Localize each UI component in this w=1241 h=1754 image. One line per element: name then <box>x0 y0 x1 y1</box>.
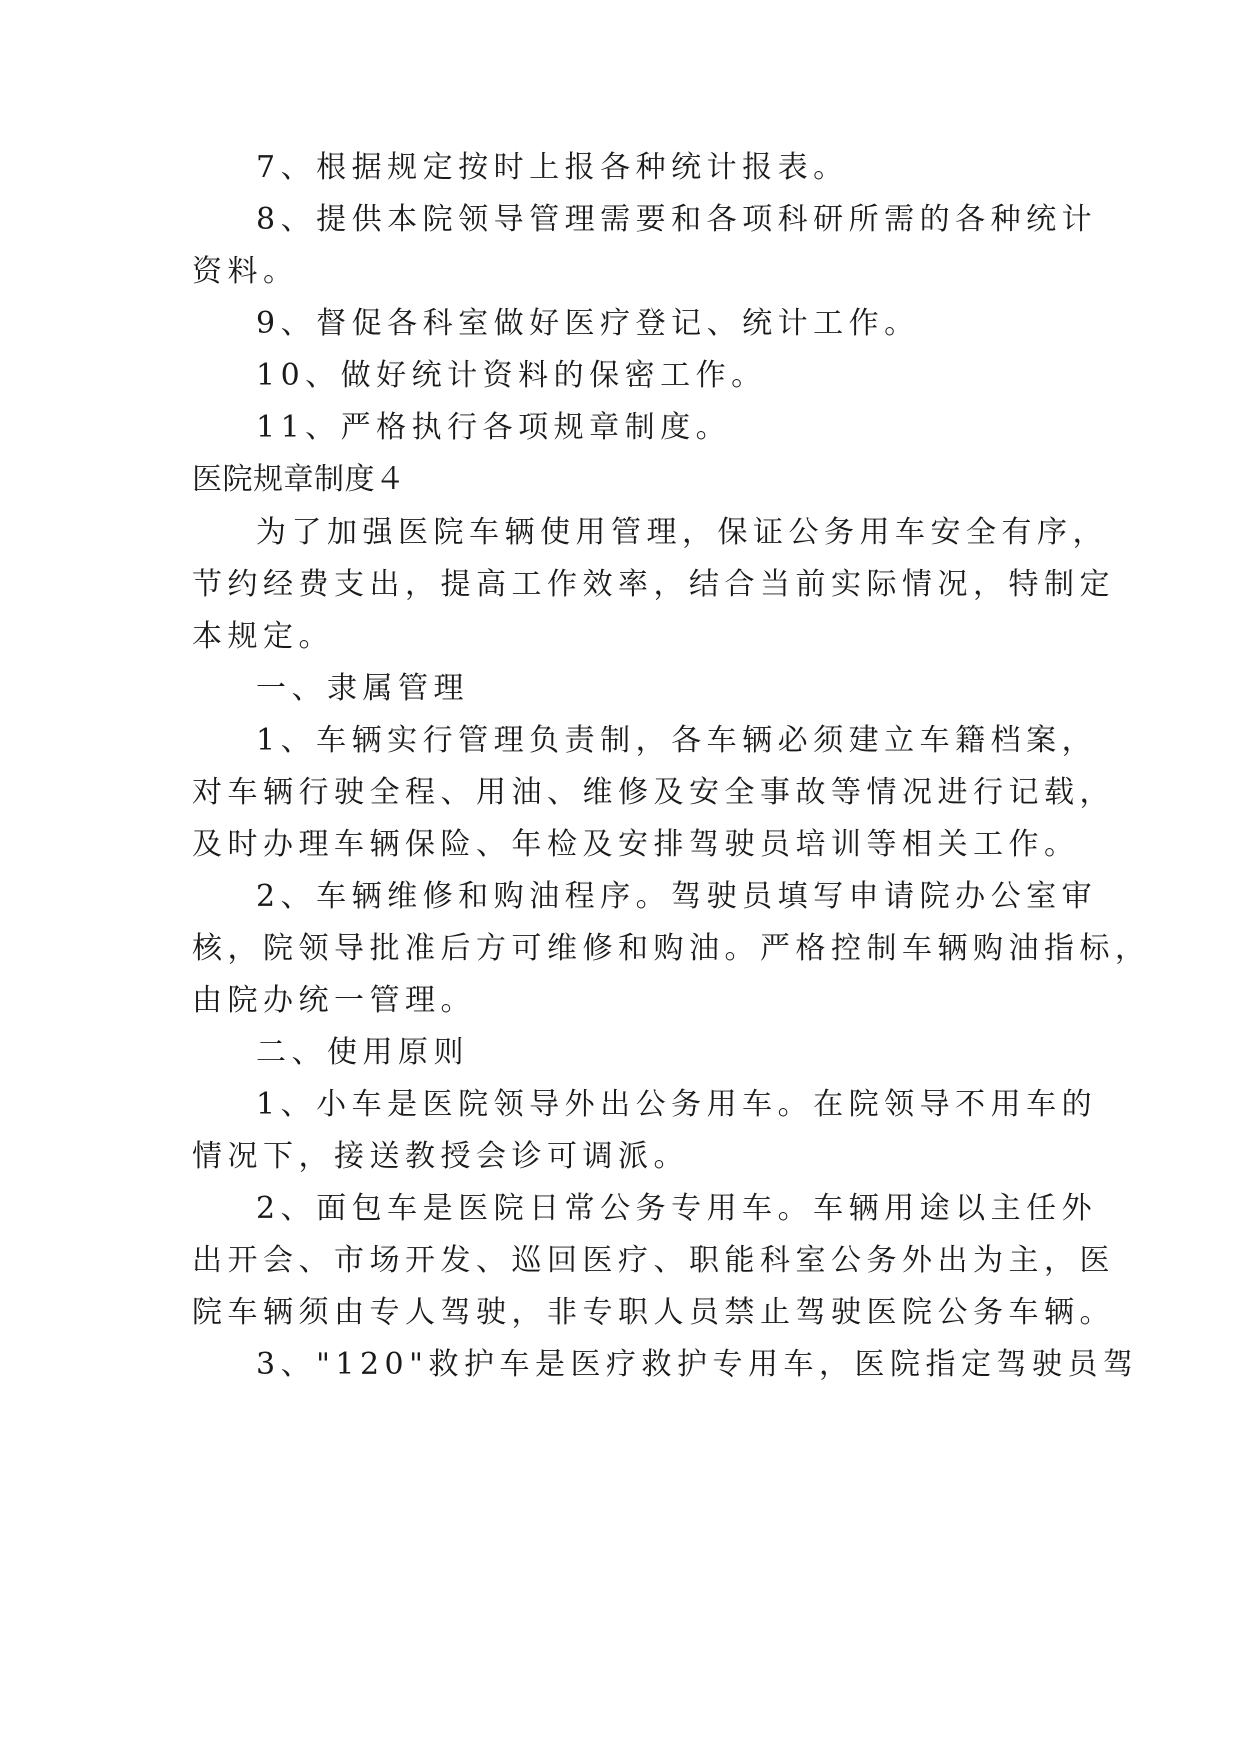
affiliation-item-2-line-2: 核，院领导批准后方可维修和购油。严格控制车辆购油指标， <box>192 931 1151 966</box>
affiliation-item-2-line-3: 由院办统一管理。 <box>192 983 476 1018</box>
section-heading: 医院规章制度４ <box>192 462 406 497</box>
intro-paragraph-line-3: 本规定。 <box>192 619 334 654</box>
paragraph-item-11: 11、严格执行各项规章制度。 <box>256 410 732 445</box>
subheading-affiliation-management: 一、隶属管理 <box>256 671 469 706</box>
affiliation-item-1-line-3: 及时办理车辆保险、年检及安排驾驶员培训等相关工作。 <box>192 827 1080 862</box>
usage-item-2-line-1: 2、面包车是医院日常公务专用车。车辆用途以主任外 <box>256 1191 1098 1226</box>
usage-item-2-line-2: 出开会、市场开发、巡回医疗、职能科室公务外出为主，医 <box>192 1243 1115 1278</box>
usage-item-1-line-1: 1、小车是医院领导外出公务用车。在院领导不用车的 <box>256 1087 1098 1122</box>
affiliation-item-1-line-2: 对车辆行驶全程、用油、维修及安全事故等情况进行记载， <box>192 775 1115 810</box>
paragraph-item-8: 8、提供本院领导管理需要和各项科研所需的各种统计 <box>256 202 1098 237</box>
paragraph-item-10: 10、做好统计资料的保密工作。 <box>256 358 767 393</box>
paragraph-item-9: 9、督促各科室做好医疗登记、统计工作。 <box>256 306 920 341</box>
affiliation-item-1-line-1: 1、车辆实行管理负责制，各车辆必须建立车籍档案， <box>256 723 1098 758</box>
usage-item-3-line-1: 3、"120"救护车是医疗救护专用车，医院指定驾驶员驾 <box>256 1347 1139 1382</box>
usage-item-1-line-2: 情况下，接送教授会诊可调派。 <box>192 1139 689 1174</box>
affiliation-item-2-line-1: 2、车辆维修和购油程序。驾驶员填写申请院办公室审 <box>256 879 1098 914</box>
paragraph-item-7: 7、根据规定按时上报各种统计报表。 <box>256 150 849 185</box>
paragraph-item-8-continued: 资料。 <box>192 254 299 289</box>
usage-item-2-line-3: 院车辆须由专人驾驶，非专职人员禁止驾驶医院公务车辆。 <box>192 1295 1115 1330</box>
subheading-usage-principles: 二、使用原则 <box>256 1035 469 1070</box>
intro-paragraph-line-2: 节约经费支出，提高工作效率，结合当前实际情况，特制定 <box>192 567 1115 602</box>
intro-paragraph-line-1: 为了加强医院车辆使用管理，保证公务用车安全有序， <box>256 515 1108 550</box>
